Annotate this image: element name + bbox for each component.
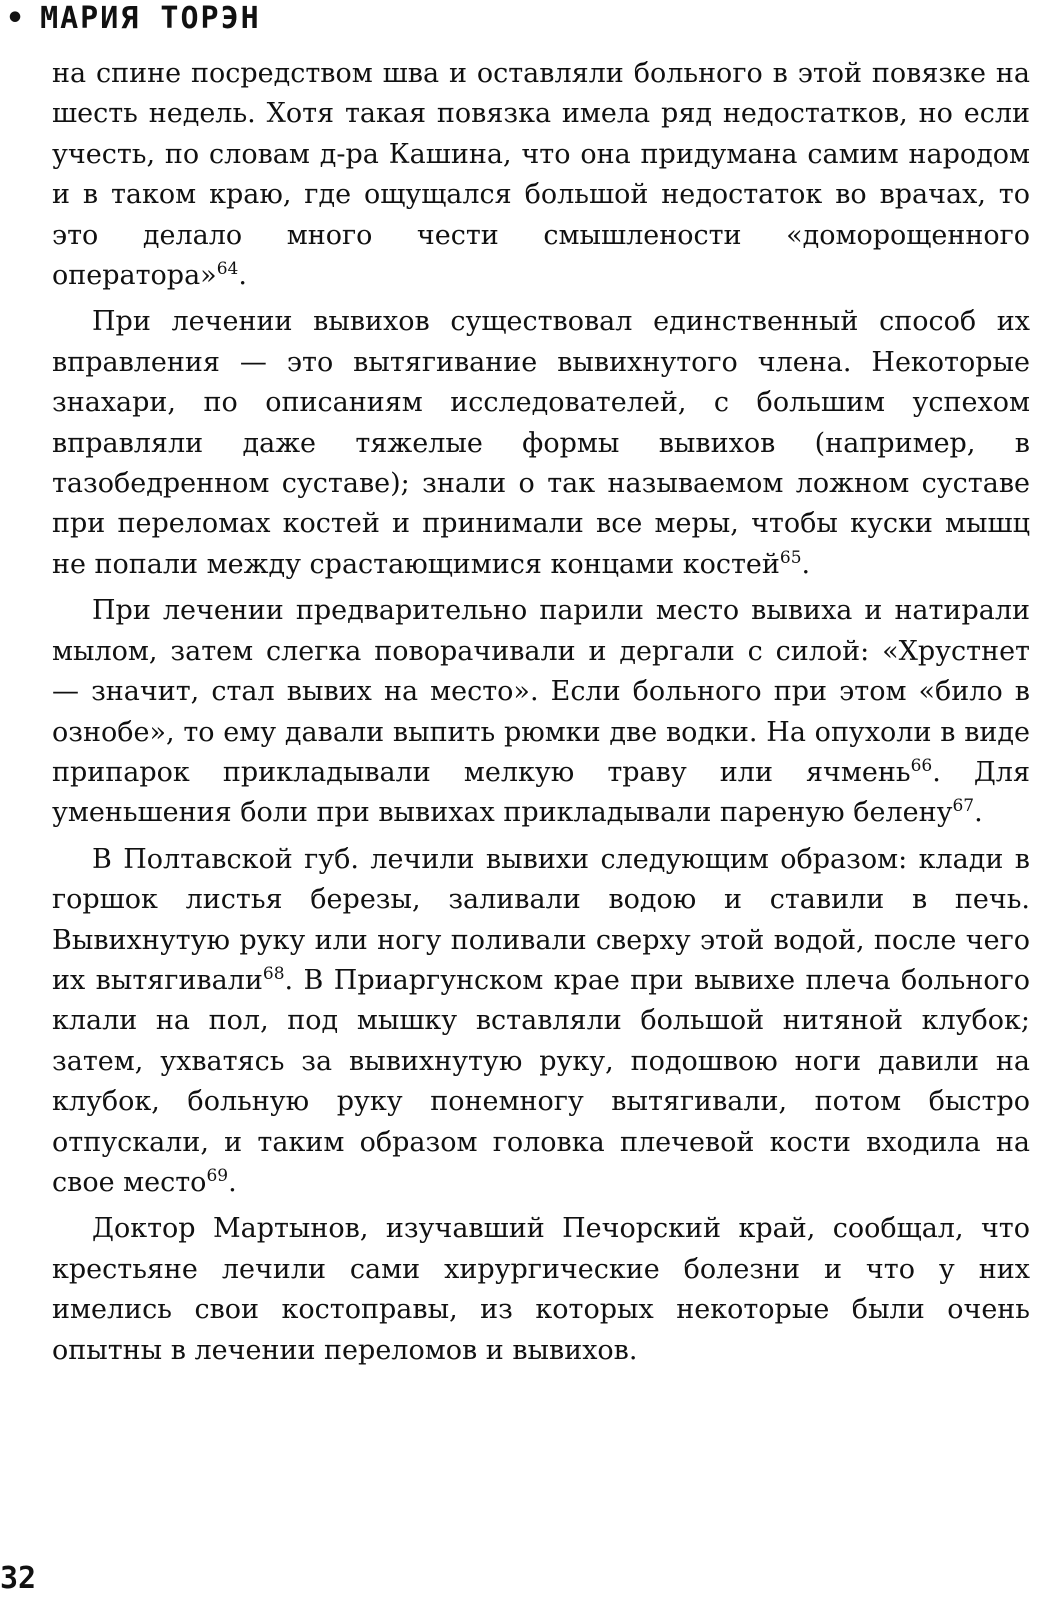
paragraph-text-tail: . В Приаргунском крае при вывихе плеча больного клали на пол, под мышку вставляли большой нитяной клубок; затем, ухватясь за вывихнутую руку, подошвою ноги давили на клубок, больную руку понемногу вытягивали, потом быстро отпускали, и таким образом головка плечевой кости входила на свое место — [52, 964, 1030, 1198]
paragraph-text: При лечении предварительно парили место вывиха и натирали мылом, затем слегка поворачивали и дергали с силой: «Хрустнет — значит, стал вывих на место». Если больного при этом «било в ознобе», то ему давали выпить рюмки две водки. На опухоли в виде припарок прикладывали мелкую траву или ячмень — [52, 595, 1030, 788]
paragraph-text: При лечении вывихов существовал единственный способ их вправления — это вытягивание вывихнутого члена. Некоторые знахари, по описаниям исследователей, с большим успехом вправляли даже тяжелые формы вывихов (например, в тазобедренном суставе); знали о так называемом ложном суставе при переломах костей и принимали все меры, чтобы куски мышц не попали между срастающимися концами костей — [52, 306, 1030, 580]
body-text — [52, 54, 1030, 1371]
paragraph — [52, 302, 1030, 585]
page-number: 32 — [0, 1561, 37, 1596]
footnote-ref: 65 — [779, 547, 802, 568]
footnote-ref: 67 — [952, 796, 975, 817]
footnote-ref: 66 — [910, 755, 933, 776]
paragraph — [52, 591, 1030, 833]
paragraph-text: Доктор Мартынов, изучавший Печорский край, сообщал, что крестьяне лечили сами хирургические болезни и что у них имелись свои костоправы, из которых некоторые были очень опытны в лечении переломов и вывихов. — [52, 1213, 1030, 1366]
running-head — [6, 2, 261, 36]
running-head-bullet: • — [6, 1, 27, 36]
paragraph-text-tail: . — [228, 1166, 237, 1198]
paragraph-text-tail: . — [801, 548, 811, 580]
footnote-ref: 64 — [216, 259, 239, 280]
running-head-title: МАРИЯ ТОРЭН — [40, 1, 261, 36]
paragraph-text-tail: . — [238, 260, 247, 292]
paragraph-text-tail: . — [974, 797, 983, 829]
paragraph-text: В Полтавской губ. лечили вывихи следующим образом: клади в горшок листья березы, заливали водою и ставили в печь. Вывихнутую руку или ногу поливали сверху этой водой, после чего их вытягивали — [52, 843, 1030, 996]
paragraph-text: на спине посредством шва и оставляли больного в этой повязке на шесть недель. Хотя такая повязка имела ряд недостатков, но если учесть, по словам д-ра Кашина, что она придумана самим народом и в таком краю, где ощущался большой недостаток во врачах, то это делало много чести смышлености «доморощенного оператора» — [52, 58, 1030, 292]
paragraph — [52, 54, 1030, 296]
footnote-ref: 68 — [262, 963, 285, 984]
paragraph — [52, 840, 1030, 1204]
footnote-ref: 69 — [206, 1165, 229, 1186]
paragraph-text-tail: . Для уменьшения боли при вывихах прикладывали пареную белену — [52, 756, 1030, 829]
paragraph — [52, 1209, 1030, 1371]
